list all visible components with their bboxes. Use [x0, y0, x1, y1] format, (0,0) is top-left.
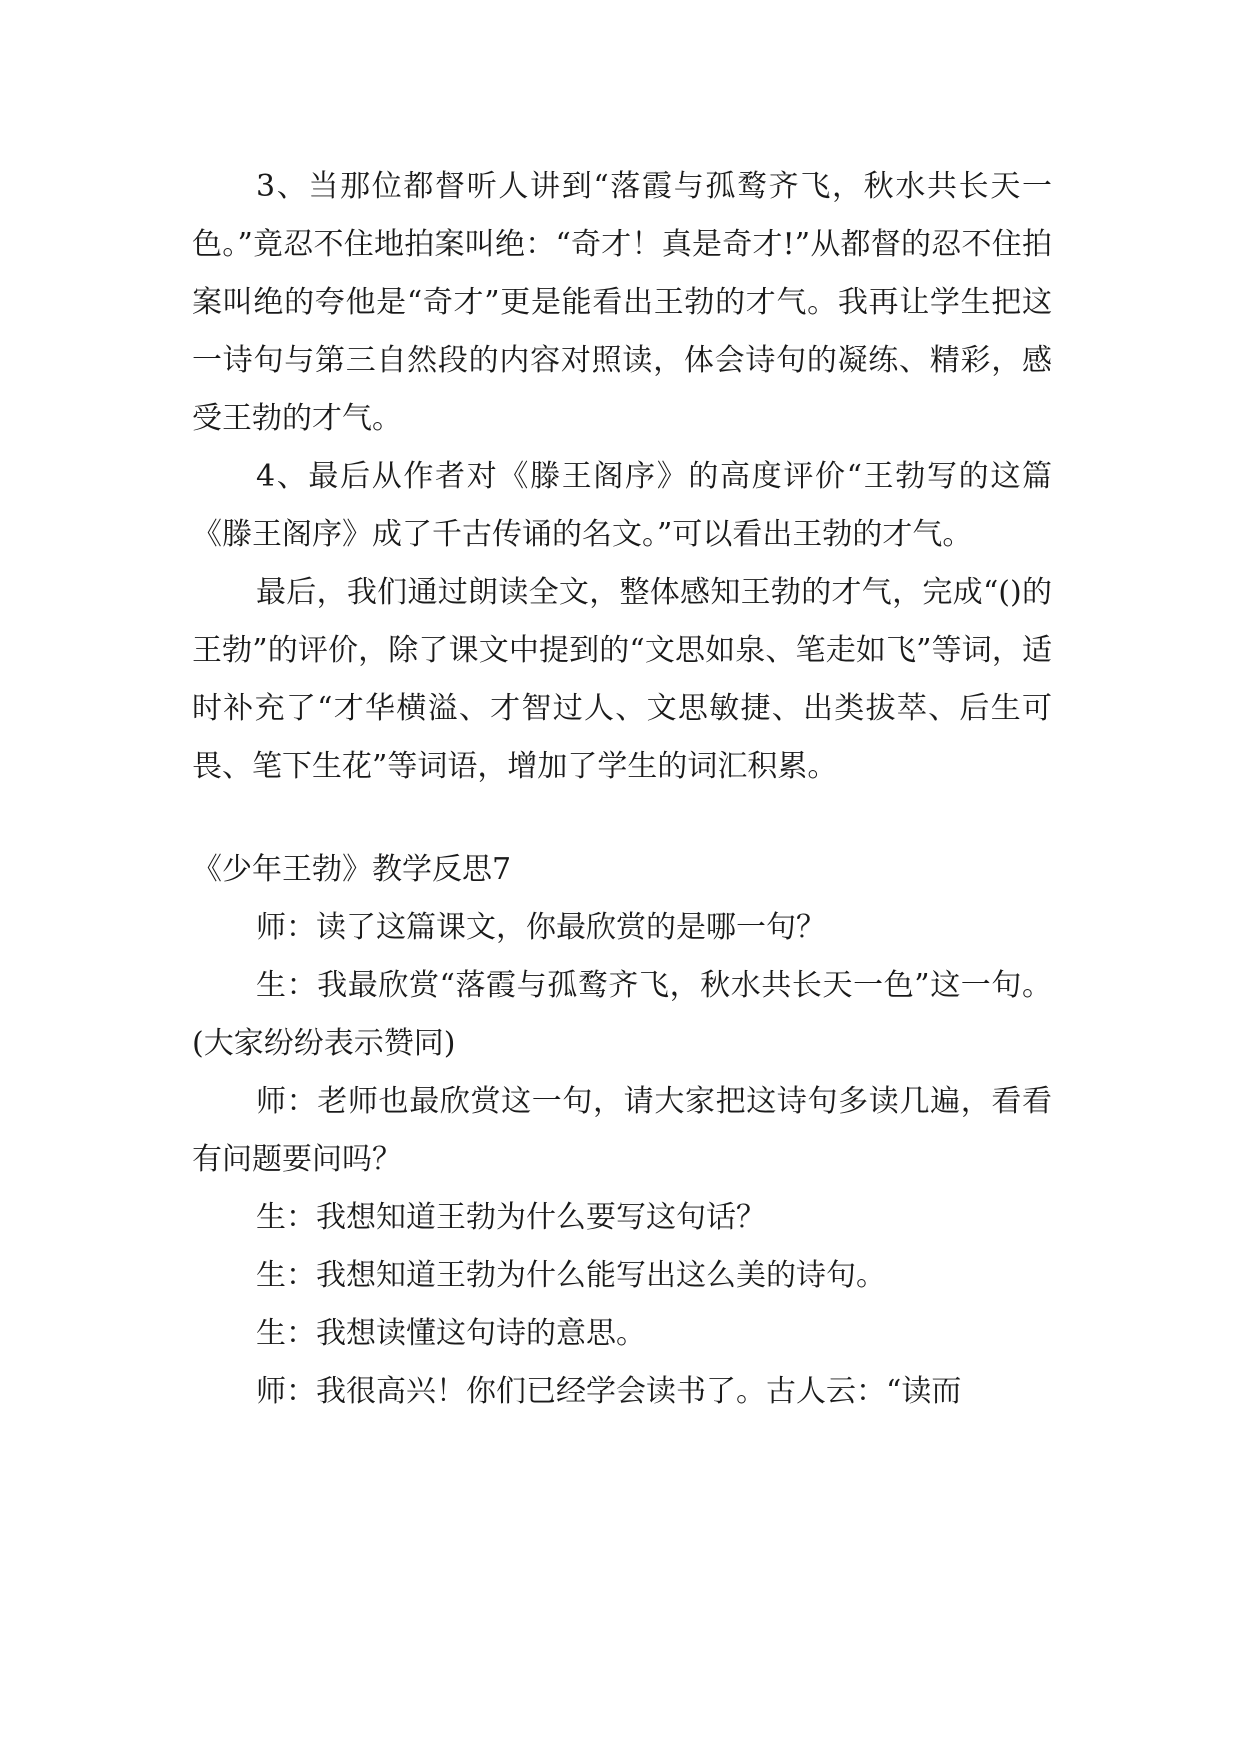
dialogue-line: 生：我想读懂这句诗的意思。	[256, 1316, 646, 1351]
dialogue-line: 生：我想知道王勃为什么能写出这么美的诗句。	[256, 1258, 886, 1293]
document-body	[192, 158, 1052, 1421]
paragraph-point-3: 3、当那位都督听人讲到“落霞与孤鹜齐飞，秋水共长天一色。”竟忍不住地拍案叫绝：“奇才！真是奇才!”从都督的忍不住拍案叫绝的夸他是“奇才”更是能看出王勃的才气。我再让学生把这一诗句与第三自然段的内容对照读，体会诗句的凝练、精彩，感受王勃的才气。	[192, 169, 1052, 436]
paragraph-summary: 最后，我们通过朗读全文，整体感知王勃的才气，完成“()的王勃”的评价，除了课文中提到的“文思如泉、笔走如飞”等词，适时补充了“才华横溢、才智过人、文思敏捷、出类拔萃、后生可畏、笔下生花”等词语，增加了学生的词汇积累。	[192, 575, 1052, 784]
dialogue-line: 生：我想知道王勃为什么要写这句话？	[256, 1200, 766, 1235]
paragraph-point-4: 4、最后从作者对《滕王阁序》的高度评价“王勃写的这篇《滕王阁序》成了千古传诵的名文。”可以看出王勃的才气。	[192, 459, 1052, 552]
dialogue-line: 师：老师也最欣赏这一句，请大家把这诗句多读几遍，看看有问题要问吗？	[192, 1084, 1052, 1177]
dialogue-line: 师：读了这篇课文，你最欣赏的是哪一句？	[256, 910, 826, 945]
dialogue-line: 师：我很高兴！你们已经学会读书了。古人云：“读而	[256, 1374, 962, 1409]
dialogue-line: 生：我最欣赏“落霞与孤鹜齐飞，秋水共长天一色”这一句。(大家纷纷表示赞同)	[192, 968, 1052, 1061]
section-heading: 《少年王勃》教学反思7	[192, 852, 512, 887]
